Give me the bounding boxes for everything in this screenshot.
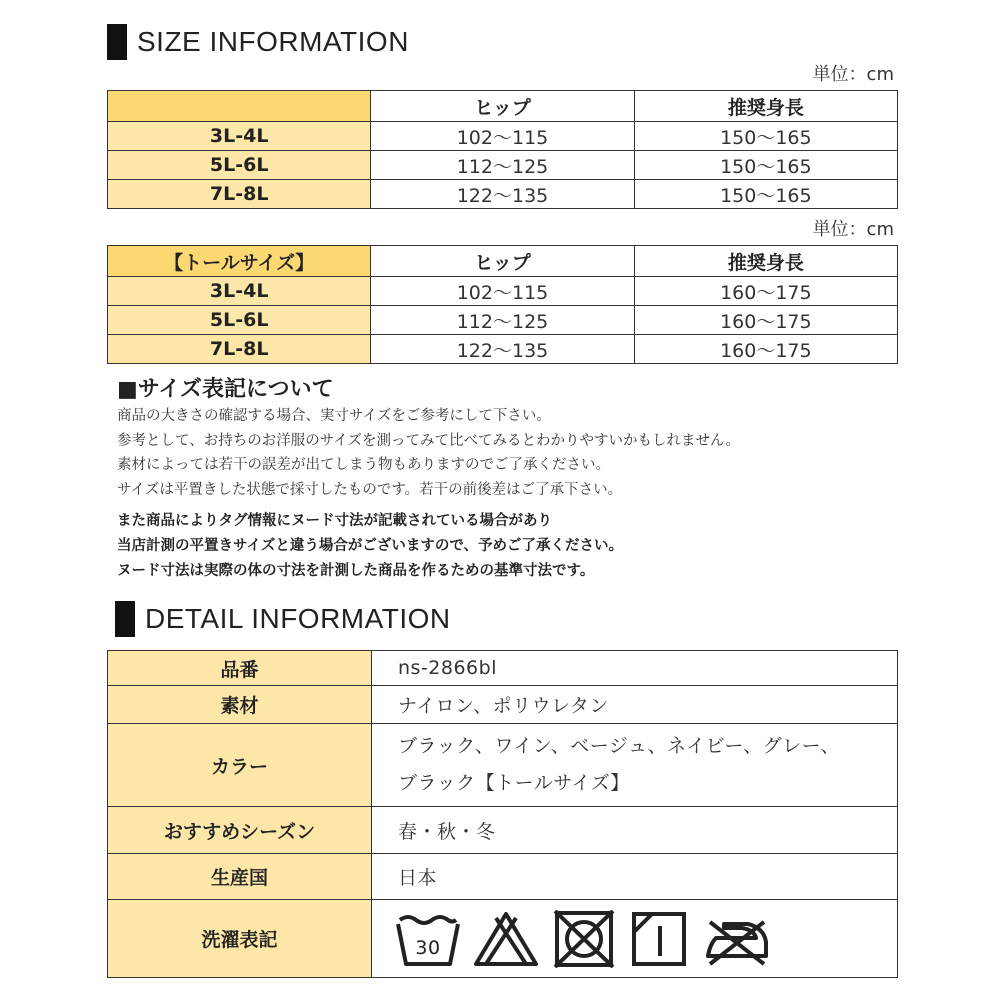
table-row (108, 151, 898, 180)
table-header-row (108, 246, 898, 277)
color-value-line: ブラック【トールサイズ】 (398, 772, 630, 794)
detail-label-cell: 素材 (108, 686, 372, 724)
season-value: 春・秋・冬 (372, 807, 898, 854)
care-symbols-cell (372, 900, 898, 978)
material-value: ナイロン、ポリウレタン (372, 686, 898, 724)
wash-30-icon (396, 910, 460, 968)
header-cell: ヒップ (371, 91, 634, 122)
note-line: 素材によっては若干の誤差が出てしまう物もありますのでご了承ください。 (117, 457, 610, 473)
table-row (108, 306, 898, 335)
height-cell: 150～165 (634, 122, 897, 151)
unit-label: 単位：cm (812, 64, 894, 85)
table-row (108, 277, 898, 306)
hip-cell: 122～135 (371, 335, 634, 364)
detail-section-title: DETAIL INFORMATION (145, 603, 451, 634)
section-marker-icon (115, 601, 135, 637)
table-row (108, 854, 898, 900)
section-marker-icon (107, 24, 127, 60)
height-cell: 150～165 (634, 180, 897, 209)
height-cell: 150～165 (634, 151, 897, 180)
size-label-cell: 5L-6L (108, 151, 371, 180)
table-row (108, 900, 898, 978)
size-label-cell: 7L-8L (108, 180, 371, 209)
table-row (108, 807, 898, 854)
detail-label-cell: 洗濯表記 (108, 900, 372, 978)
hip-cell: 112～125 (371, 151, 634, 180)
hip-cell: 112～125 (371, 306, 634, 335)
table-row (108, 724, 898, 807)
height-cell: 160～175 (634, 306, 897, 335)
iron-prohibited-icon (702, 910, 772, 968)
header-cell: 推奨身長 (634, 246, 897, 277)
note-line: 参考として、お持ちのお洋服のサイズを測ってみて比べてみるとわかりやすいかもしれません。 (117, 432, 740, 449)
wash-temperature: 30 (415, 936, 441, 959)
size-label-cell: 5L-6L (108, 306, 371, 335)
height-cell: 160～175 (634, 335, 897, 364)
detail-label-cell: 生産国 (108, 854, 372, 900)
table-row (108, 180, 898, 209)
table-row (108, 335, 898, 364)
detail-section-header (115, 601, 451, 637)
origin-value: 日本 (372, 854, 898, 900)
size-note-title: ■サイズ表記について (117, 377, 334, 402)
color-value (372, 724, 898, 807)
table-row (108, 686, 898, 724)
size-note-emphasis (117, 509, 623, 584)
care-symbols (396, 910, 897, 968)
detail-table (107, 650, 898, 978)
header-cell: ヒップ (371, 246, 634, 277)
header-cell (108, 91, 371, 122)
header-cell: 【トールサイズ】 (108, 246, 371, 277)
size-label-cell: 3L-4L (108, 277, 371, 306)
note-bold-line: ヌード寸法は実際の体の寸法を計測した商品を作るための基準寸法です。 (117, 563, 595, 579)
hip-cell: 102～115 (371, 277, 634, 306)
detail-label-cell: おすすめシーズン (108, 807, 372, 854)
hip-cell: 122～135 (371, 180, 634, 209)
tumble-dry-prohibited-icon (552, 910, 616, 968)
size-table-regular (107, 90, 898, 209)
table-row (108, 122, 898, 151)
hip-cell: 102～115 (371, 122, 634, 151)
header-cell: 推奨身長 (634, 91, 897, 122)
line-dry-shade-icon (630, 910, 688, 968)
table-row (108, 651, 898, 686)
note-bold-line: 当店計測の平置きサイズと違う場合がございますので、予めご了承ください。 (117, 538, 624, 554)
size-label-cell: 3L-4L (108, 122, 371, 151)
size-table-tall (107, 245, 898, 364)
bleach-prohibited-icon (474, 910, 538, 968)
size-note-body (117, 404, 740, 502)
size-section-header (107, 24, 409, 60)
table-header-row (108, 91, 898, 122)
height-cell: 160～175 (634, 277, 897, 306)
detail-label-cell: カラー (108, 724, 372, 807)
detail-label-cell: 品番 (108, 651, 372, 686)
note-line: サイズは平置きした状態で採寸したものです。若干の前後差はご了承下さい。 (117, 481, 623, 498)
size-section-title: SIZE INFORMATION (137, 26, 409, 57)
color-value-line: ブラック、ワイン、ベージュ、ネイビー、グレー、 (398, 735, 840, 757)
size-label-cell: 7L-8L (108, 335, 371, 364)
note-bold-line: また商品によりタグ情報にヌード寸法が記載されている場合があり (117, 513, 552, 529)
note-line: 商品の大きさの確認する場合、実寸サイズをご参考にして下さい。 (117, 408, 551, 424)
unit-label-tall: 単位：cm (812, 219, 894, 240)
product-number-value: ns-2866bl (372, 651, 898, 686)
